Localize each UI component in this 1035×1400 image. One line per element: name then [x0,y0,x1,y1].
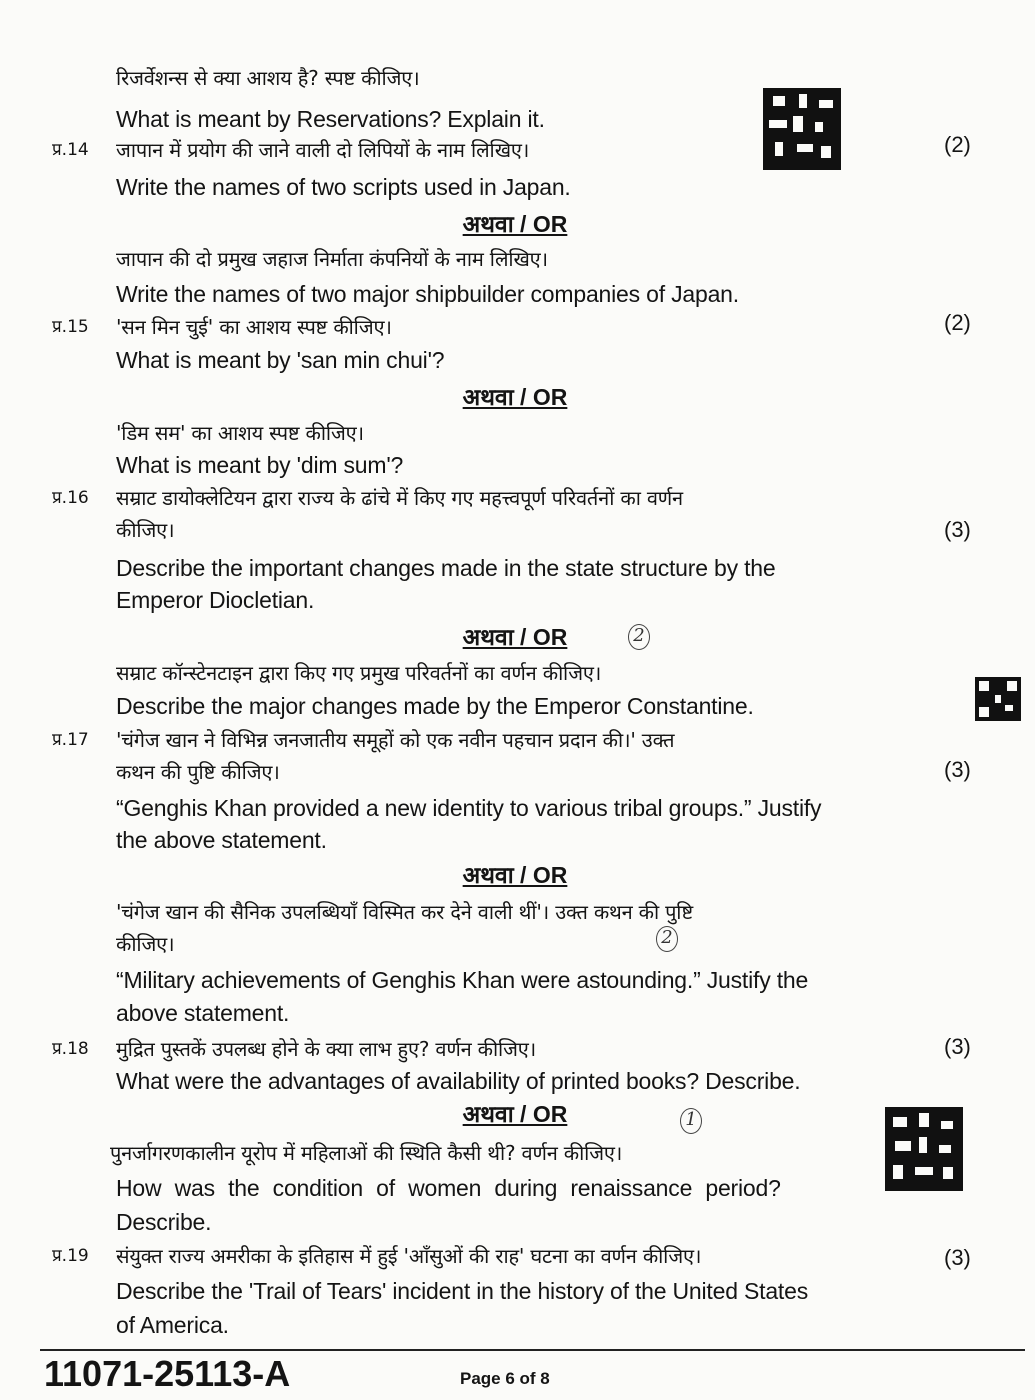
question-line: कथन की पुष्टि कीजिए। [116,760,280,784]
question-line: “Military achievements of Genghis Khan were astounding.” Justify the [116,967,809,993]
question-line: 'सन मिन चुई' का आशय स्पष्ट कीजिए। [116,315,392,339]
footer-divider [40,1349,1025,1351]
qr-code-bottom [885,1107,963,1191]
marks-label: (2) [944,132,971,157]
or-divider [330,1099,700,1129]
or-divider [330,209,700,239]
question-line: 'चंगेज खान ने विभिन्न जनजातीय समूहों को एक नवीन पहचान प्रदान की।' उक्त [116,728,675,752]
question-line: What is meant by 'dim sum'? [116,452,404,478]
handwritten-mark: 1 [680,1108,702,1134]
or-label: अथवा / OR [462,1101,568,1127]
question-line: मुद्रित पुस्तकें उपलब्ध होने के क्या लाभ हुए? वर्णन कीजिए। [116,1037,537,1061]
marks-label: (2) [944,310,971,335]
or-label: अथवा / OR [462,384,568,410]
question-line: रिजर्वेशन्स से क्या आशय है? स्पष्ट कीजिए। [116,66,420,90]
or-divider [330,860,700,890]
question-line: What were the advantages of availability of printed books? Describe. [116,1068,801,1094]
question-number: प्र.16 [52,488,89,508]
question-line: 'डिम सम' का आशय स्पष्ट कीजिए। [116,421,364,445]
question-line: the above statement. [116,827,327,853]
question-number: प्र.17 [52,730,89,750]
question-line: What is meant by Reservations? Explain it. [116,106,545,132]
question-line: जापान में प्रयोग की जाने वाली दो लिपियों के नाम लिखिए। [116,138,530,162]
question-line: जापान की दो प्रमुख जहाज निर्माता कंपनियों के नाम लिखिए। [116,247,548,271]
question-line: Write the names of two major shipbuilder companies of Japan. [116,281,739,307]
question-line: सम्राट कॉन्स्टेनटाइन द्वारा किए गए प्रमुख परिवर्तनों का वर्णन कीजिए। [116,661,602,685]
question-line: संयुक्त राज्य अमरीका के इतिहास में हुई 'आँसुओं की राह' घटना का वर्णन कीजिए। [116,1244,702,1268]
page-number: Page 6 of 8 [460,1369,550,1388]
question-line: Describe the major changes made by the Emperor Constantine. [116,693,754,719]
question-line: above statement. [116,1000,290,1026]
marks-label: (3) [944,1034,971,1059]
question-line: How was the condition of women during renaissance period? [116,1175,781,1201]
qr-code-top [763,88,841,170]
or-label: अथवा / OR [462,862,568,888]
question-number: प्र.19 [52,1246,89,1266]
question-number: प्र.18 [52,1039,89,1059]
question-line: कीजिए। [116,932,175,956]
question-line: Describe the 'Trail of Tears' incident in the history of the United States [116,1278,809,1304]
question-line: What is meant by 'san min chui'? [116,347,445,373]
question-number: प्र.15 [52,317,89,337]
question-line: पुनर्जागरणकालीन यूरोप में महिलाओं की स्थिति कैसी थी? वर्णन कीजिए। [110,1141,623,1165]
marks-label: (3) [944,757,971,782]
marks-label: (3) [944,517,971,542]
question-line: Emperor Diocletian. [116,587,315,613]
question-line: of America. [116,1312,229,1338]
or-label: अथवा / OR [462,211,568,237]
or-divider [330,382,700,412]
or-label: अथवा / OR [462,624,568,650]
question-line: Describe the important changes made in the state structure by the [116,555,776,581]
question-line: 'चंगेज खान की सैनिक उपलब्धियाँ विस्मित कर देने वाली थीं'। उक्त कथन की पुष्टि [116,900,693,924]
handwritten-mark: 2 [628,624,650,650]
paper-code: 11071-25113-A [44,1353,291,1394]
marks-label: (3) [944,1245,971,1270]
question-line: Write the names of two scripts used in Japan. [116,174,571,200]
question-line: Describe. [116,1209,212,1235]
handwritten-mark: 2 [656,926,678,952]
question-number: प्र.14 [52,140,89,160]
question-line: “Genghis Khan provided a new identity to various tribal groups.” Justify [116,795,822,821]
question-line: सम्राट डायोक्लेटियन द्वारा राज्य के ढांचे में किए गए महत्त्वपूर्ण परिवर्तनों का वर्णन [116,486,683,510]
qr-code-side [975,677,1021,721]
question-line: कीजिए। [116,518,175,542]
